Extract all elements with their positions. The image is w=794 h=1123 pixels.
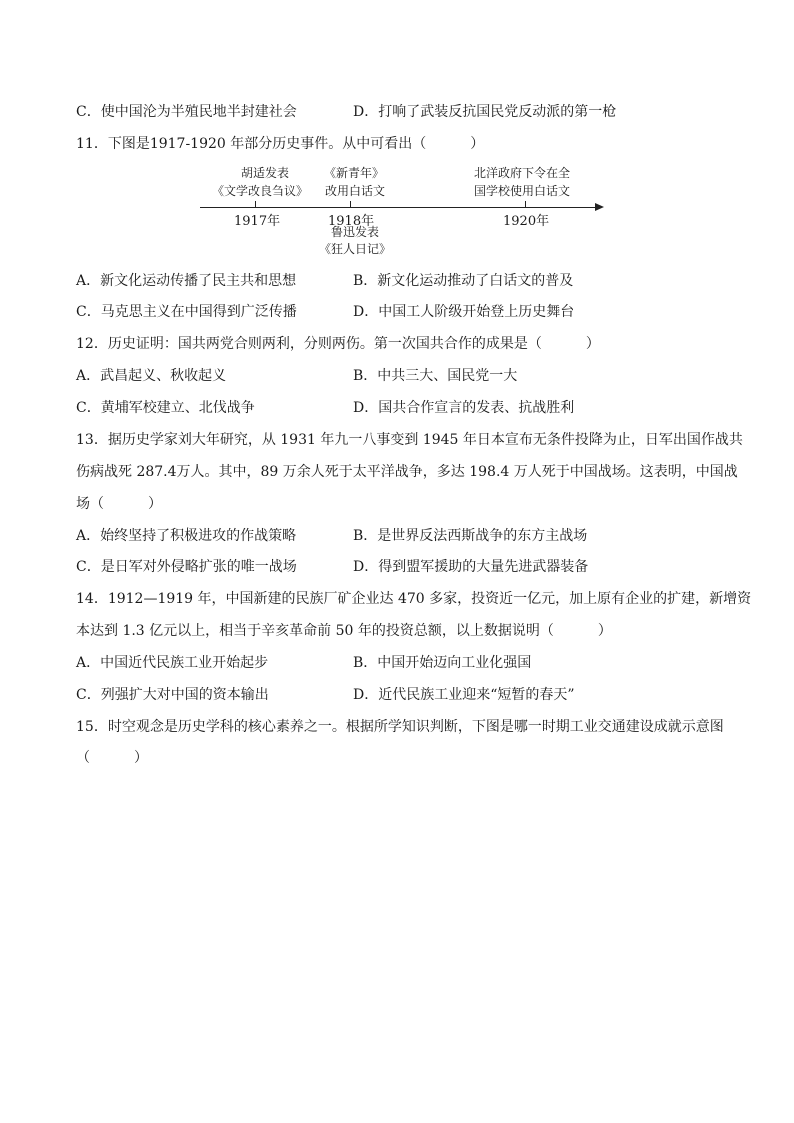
q14-stem-line2: [76, 621, 612, 641]
q11-option-d: D．中国工人阶级开始登上历史舞台: [353, 304, 575, 320]
timeline-event-1-line1: 胡适发表: [240, 166, 289, 180]
timeline-event-1-line2: 《文学改良刍议》: [211, 184, 308, 198]
q12-option-a: A．武昌起义、秋收起义: [76, 368, 227, 384]
q15-stem-line2: [76, 748, 148, 768]
q11-option-c: C．马克思主义在中国得到广泛传播: [76, 304, 297, 320]
q15-stem-line2-text: （: [76, 750, 90, 766]
timeline-year-1920: 1920年: [503, 214, 550, 229]
q11-stem-close: ）: [470, 136, 485, 152]
q13-stem-line2: 伤病战死 287.4万人。其中，89 万余人死于太平洋战争，多达 198.4 万人死于中国战场。这表明，中国战: [76, 464, 738, 480]
q12-option-d: D．国共合作宣言的发表、抗战胜利: [353, 400, 575, 416]
timeline-year-1918: 1918年: [328, 214, 375, 229]
q12-option-b: B．中共三大、国民党一大: [353, 368, 518, 384]
timeline-event-2-line2: 改用白话文: [324, 184, 385, 198]
q14-option-a: A．中国近代民族工业开始起步: [76, 655, 269, 671]
q15-stem-close: ）: [134, 750, 148, 766]
q14-stem-line2-text: 本达到 1.3 亿元以上，相当于辛亥革命前 50 年的投资总额，以上数据说明（: [76, 623, 554, 639]
q14-option-c: C．列强扩大对中国的资本输出: [76, 687, 269, 703]
q11-stem-text: 11．下图是1917-1920 年部分历史事件。从中可看出（: [76, 136, 427, 152]
q12-stem-close: ）: [585, 336, 600, 352]
timeline-tick-1918: [350, 201, 351, 208]
q14-option-b: B．中国开始迈向工业化强国: [353, 655, 532, 671]
q12-stem-text: 12．历史证明：国共两党合则两利，分则两伤。第一次国共合作的成果是（: [76, 336, 542, 352]
q13-option-a: A．始终坚持了积极进攻的作战策略: [76, 528, 297, 544]
q13-option-d: D．得到盟军援助的大量先进武器装备: [353, 559, 589, 575]
q13-stem-line1: 13．据历史学家刘大年研究，从 1931 年九一八事变到 1945 年日本宣布无条件投降为止，日军出国作战共: [76, 432, 743, 448]
q12-stem: [76, 334, 600, 354]
q13-stem-close: ）: [148, 496, 162, 512]
q11-timeline: [195, 165, 615, 260]
q10-option-c: C．使中国沦为半殖民地半封建社会: [76, 104, 297, 120]
q10-option-d: D．打响了武装反抗国民党反动派的第一枪: [353, 104, 617, 120]
q11-option-a: A．新文化运动传播了民主共和思想: [76, 273, 297, 289]
q13-stem-line3: [76, 494, 162, 514]
q13-option-b: B．是世界反法西斯战争的东方主战场: [353, 528, 588, 544]
q13-stem-line3-text: 场（: [76, 496, 104, 512]
q11-option-b: B．新文化运动推动了白话文的普及: [353, 273, 574, 289]
timeline-tick-1917: [255, 201, 256, 208]
q11-stem: [76, 134, 484, 154]
q14-stem-line1: 14．1912—1919 年，中国新建的民族厂矿企业达 470 多家，投资近一亿元，加上原有企业的扩建，新增资: [76, 591, 752, 607]
timeline-event-3-line2: 国学校使用白话文: [473, 184, 570, 198]
timeline-event-3-line1: 北洋政府下令在全: [473, 166, 570, 180]
timeline-axis: [200, 207, 598, 208]
q12-option-c: C．黄埔军校建立、北伐战争: [76, 400, 255, 416]
timeline-year-1917: 1917年: [234, 214, 281, 229]
timeline-event-4-line2: 《狂人日记》: [318, 242, 391, 256]
q14-option-d: D．近代民族工业迎来“短暂的春天”: [353, 687, 575, 703]
timeline-tick-1920: [525, 201, 526, 208]
timeline-event-4-line1: 鲁迅发表: [330, 225, 379, 239]
q14-stem-close: ）: [597, 623, 612, 639]
timeline-event-2-line1: 《新青年》: [323, 166, 384, 180]
timeline-arrow-icon: [595, 203, 604, 211]
q13-option-c: C．是日军对外侵略扩张的唯一战场: [76, 559, 297, 575]
q15-stem-line1: 15．时空观念是历史学科的核心素养之一。根据所学知识判断，下图是哪一时期工业交通建设成就示意图: [76, 719, 724, 735]
